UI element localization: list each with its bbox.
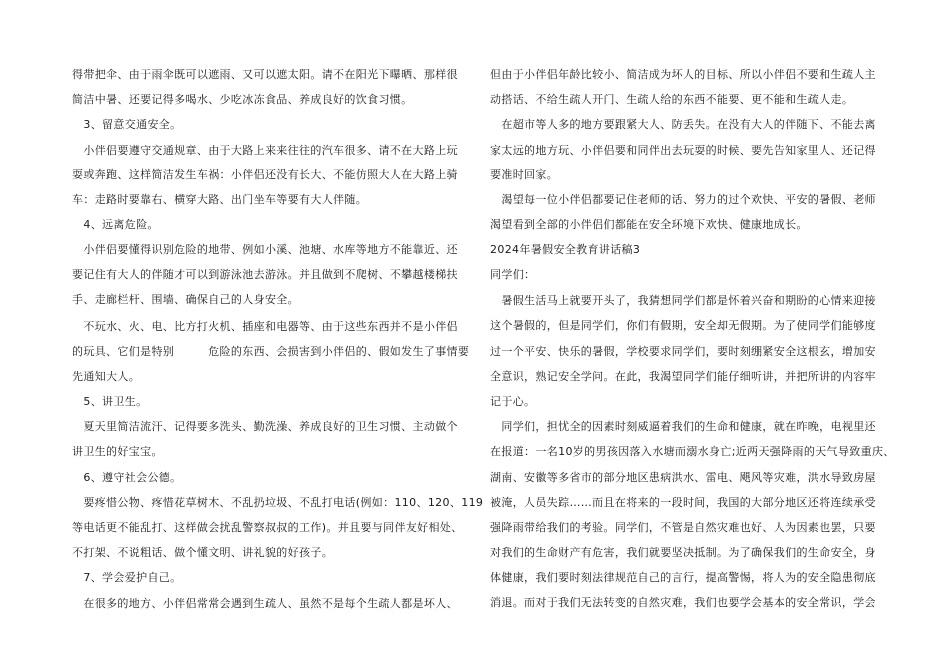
- text-line: 简洁中暑、还要记得多喝水、少吃冰冻食品、养成良好的饮食习惯。: [72, 93, 413, 106]
- text-line: 同学们，担忧全的因素时刻威逼着我们的生命和健康，就在昨晚，电视里还: [490, 420, 876, 433]
- text-line: 要疼惜公物、疼惜花草树木、不乱扔垃圾、不乱打电话(例如：110、120、119: [72, 496, 484, 509]
- text-line: 要记住有大人的伴随才可以到游泳池去游泳。并且做到不爬树、不攀越楼梯扶: [72, 268, 458, 281]
- text-line: 耍或奔跑、这样简洁发生车祸：小伴侣还没有长大、不能仿照大人在大路上骑: [72, 168, 458, 181]
- text-line: 要准时回家。: [490, 168, 559, 181]
- text-line: 全意识，熟记安全学问。在此，我渴望同学们能仔细听讲，并把所讲的内容牢: [490, 370, 876, 383]
- text-line: 暑假生活马上就要开头了，我猜想同学们都是怀着兴奋和期盼的心情来迎接: [490, 294, 876, 307]
- text-line: 小伴侣要懂得识别危险的地带、例如小溪、池塘、水库等地方不能靠近、还: [72, 243, 458, 256]
- text-line: 手、走廊栏杆、围墙、确保自己的人身安全。: [72, 293, 299, 306]
- text-line: 强降雨带给我们的考验。同学们，不管是自然灾难也好、人为因素也罢，只要: [490, 521, 876, 534]
- text-line: 得带把伞、由于雨伞既可以遮雨、又可以遮太阳。请不在阳光下曝晒、那样很: [72, 68, 458, 81]
- text-line: 2024年暑假安全教育讲话稿3: [490, 243, 641, 256]
- text-line: 3、留意交通安全。: [72, 118, 182, 131]
- text-line: 不玩水、火、电、比方打火机、插座和电器等、由于这些东西并不是小伴侣: [72, 320, 458, 333]
- text-line: 过一个平安、快乐的暑假，学校要求同学们，要时刻绷紧安全这根玄，增加安: [490, 345, 876, 358]
- text-line: 但由于小伴侣年龄比较小、简洁成为坏人的目标、所以小伴侣不要和生疏人主: [490, 68, 876, 81]
- text-line: 体健康，我们要时刻法律规范自己的言行，提高警惕，将人为的安全隐患彻底: [490, 571, 876, 584]
- text-line: 讲卫生的好宝宝。: [72, 445, 163, 458]
- text-line: 4、远离危险。: [72, 218, 159, 231]
- text-line: 的玩具、它们是特别 危险的东西、会损害到小伴侣的、假如发生了事情要: [72, 345, 470, 358]
- text-line: 被淹，人员失踪……而且在将来的一段时间，我国的大部分地区还将连续承受: [490, 496, 876, 509]
- text-line: 湖南、安徽等多省市的部分地区患病洪水、雷电、飓风等灾难，洪水导致房屋: [490, 471, 876, 484]
- text-line: 在报道：一名10岁的男孩因落入水塘而溺水身亡;近两天强降雨的天气导致重庆、: [490, 445, 895, 458]
- text-line: 在超市等人多的地方要跟紧大人、防丢失。在没有大人的伴随下、不能去离: [490, 118, 876, 131]
- text-line: 5、讲卫生。: [72, 395, 148, 408]
- text-line: 记于心。: [490, 395, 536, 408]
- text-line: 渴望每一位小伴侣都要记住老师的话、努力的过个欢快、平安的暑假、老师: [490, 193, 876, 206]
- text-line: 车：走路时要靠右、横穿大路、出门坐车等要有大人伴随。: [72, 193, 368, 206]
- text-line: 对我们的生命财产有危害，我们就要坚决抵制。为了确保我们的生命安全，身: [490, 546, 876, 559]
- text-line: 夏天里简洁流汗、记得要多洗头、勤洗澡、养成良好的卫生习惯、主动做个: [72, 420, 458, 433]
- text-line: 先通知大人。: [72, 370, 141, 383]
- text-line: 家太远的地方玩、小伴侣要和同伴出去玩耍的时候、要先告知家里人、还记得: [490, 144, 876, 157]
- text-line: 这个暑假的，但是同学们，你们有假期，安全却无假期。为了使同学们能够度: [490, 319, 876, 332]
- text-line: 渴望看到全部的小伴侣们都能在安全环境下欢快、健康地成长。: [490, 218, 808, 231]
- text-line: 同学们：: [490, 268, 536, 281]
- text-line: 小伴侣要遵守交通规章、由于大路上来来往往的汽车很多、请不在大路上玩: [72, 144, 458, 157]
- text-line: 等电话更不能乱打、这样做会扰乱警察叔叔的工作)。并且要与同伴友好相处、: [72, 521, 463, 534]
- text-line: 动搭话、不给生疏人开门、生疏人给的东西不能要、更不能和生疏人走。: [490, 93, 854, 106]
- text-line: 不打架、不说粗话、做个懂文明、讲礼貌的好孩子。: [72, 546, 334, 559]
- text-line: 6、遵守社会公德。: [72, 471, 182, 484]
- text-line: 7、学会爱护自己。: [72, 571, 182, 584]
- text-line: 在很多的地方、小伴侣常常会遇到生疏人、虽然不是每个生疏人都是坏人、: [72, 597, 458, 610]
- text-line: 消退。而对于我们无法转变的自然灾难，我们也要学会基本的安全常识，学会: [490, 596, 876, 609]
